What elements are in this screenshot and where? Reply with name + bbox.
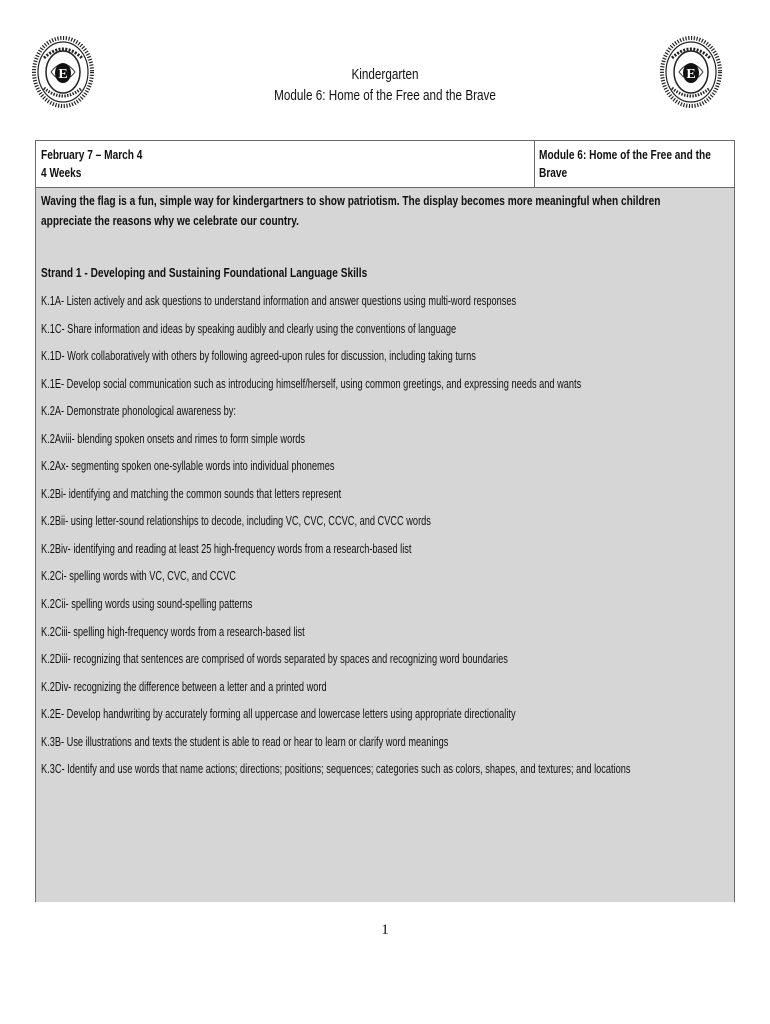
standard-item: K.2Cii- spelling words using sound-spelling patterns [41,596,253,612]
svg-text:E: E [58,67,68,82]
document-title [241,64,530,106]
standard-item: K.1D- Work collaboratively with others by following agreed-upon rules for discussion, including taking turns [41,348,476,364]
curriculum-table [35,140,735,902]
table-header-row [36,141,734,188]
schedule-cell [41,146,142,182]
standard-item: K.2Ax- segmenting spoken one-syllable words into individual phonemes [41,458,335,474]
standard-item: K.2Bi- identifying and matching the common sounds that letters represent [41,485,342,501]
date-range: February 7 – March 4 [41,147,143,162]
standard-item: K.1A- Listen actively and ask questions to understand information and answer questions using multi-word responses [41,293,517,308]
standard-item: K.3B- Use illustrations and texts the student is able to read or hear to learn or clarify word meanings [41,733,449,749]
page-number: 1 [381,922,389,938]
standard-item: K.2E- Develop handwriting by accurately forming all uppercase and lowercase letters using appropriate directionality [41,706,516,722]
standard-item: K.1E- Develop social communication such as introducing himself/herself, using common greetings, and expressing needs and wants [41,375,582,391]
grade-title: Kindergarten [351,66,419,83]
module-cell: Module 6: Home of the Free and the Brave [539,147,711,180]
school-seal-left-icon [32,36,94,108]
standard-item: K.2Ciii- spelling high-frequency words from a research-based list [41,623,305,639]
standard-item: K.2A- Demonstrate phonological awareness by: [41,403,236,419]
standard-item: K.2Ci- spelling words with VC, CVC, and CCVC [41,568,236,584]
module-title: Module 6: Home of the Free and the Brave [274,87,496,104]
duration: 4 Weeks [41,165,82,180]
standard-item: K.3C- Identify and use words that name actions; directions; positions; sequences; categories such as colors, shapes, and textures; and locations [41,761,631,777]
intro-paragraph: Waving the flag is a fun, simple way for kindergartners to show patriotism. The display becomes more meaningful when children appreciate the reasons why we celebrate our country. [41,193,661,228]
standard-item: K.2Bii- using letter-sound relationships to decode, including VC, CVC, CCVC, and CVCC words [41,513,431,529]
standards-list [41,292,631,788]
standards-cell [36,188,734,902]
standard-item: K.1C- Share information and ideas by speaking audibly and clearly using the conventions of language [41,320,457,336]
svg-text:E: E [686,67,696,82]
standard-item: K.2Div- recognizing the difference between a letter and a printed word [41,678,327,694]
standard-item: K.2Diii- recognizing that sentences are comprised of words separated by spaces and recognizing word boundaries [41,651,508,667]
standard-item: K.2Biv- identifying and reading at least 25 high-frequency words from a research-based list [41,540,412,556]
column-divider [534,141,535,187]
strand-heading: Strand 1 - Developing and Sustaining Foundational Language Skills [41,265,368,280]
standard-item: K.2Aviii- blending spoken onsets and rimes to form simple words [41,430,306,446]
school-seal-right-icon [660,36,722,108]
